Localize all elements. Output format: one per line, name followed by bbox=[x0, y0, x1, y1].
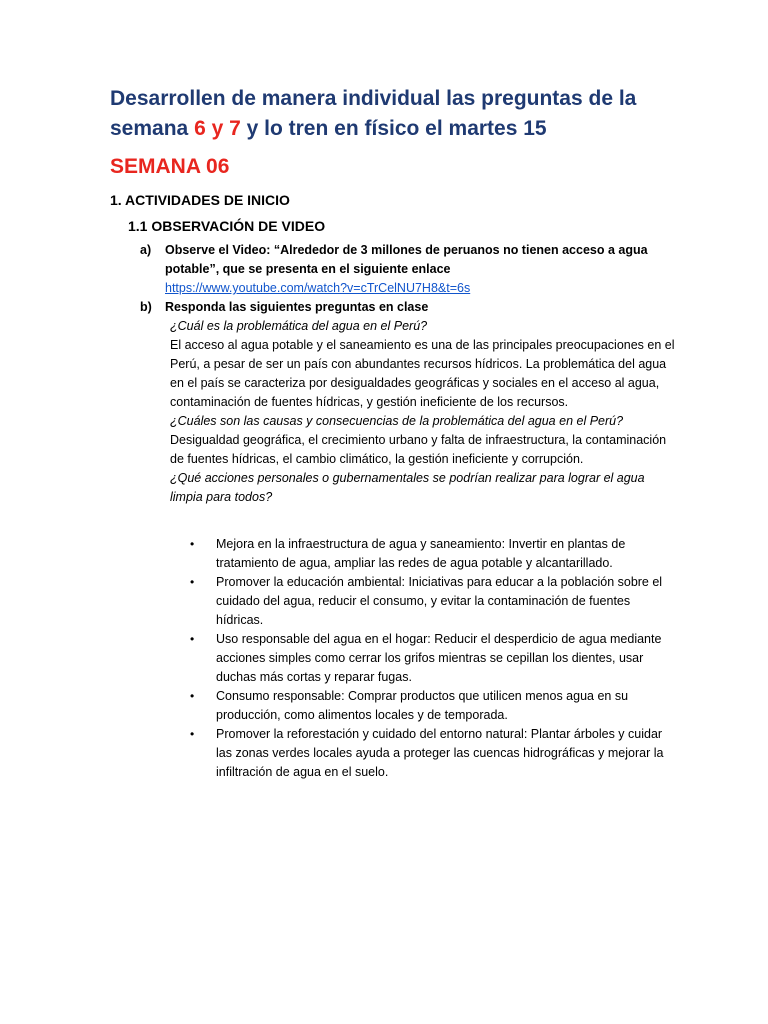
title-connector: y bbox=[205, 117, 230, 140]
answer-2: Desigualdad geográfica, el crecimiento urbano y falta de infraestructura, la contaminación de fuentes hídricas, el cambio climático, la gestión ineficiente y corrupción. bbox=[170, 433, 667, 466]
question-1: ¿Cuál es la problemática del agua en el Perú? bbox=[170, 319, 428, 333]
bullet-icon: • bbox=[190, 632, 195, 646]
bullet-icon: • bbox=[190, 575, 195, 589]
item-b-letter: b) bbox=[140, 300, 152, 314]
qa-block bbox=[170, 317, 680, 507]
title-week-7: 7 bbox=[229, 117, 241, 140]
bullet-icon: • bbox=[190, 689, 195, 703]
bullet-icon: • bbox=[190, 537, 195, 551]
title-part-2: y lo tren en físico el martes 15 bbox=[240, 117, 547, 140]
actions-list bbox=[190, 535, 670, 782]
title-week-6: 6 bbox=[194, 117, 206, 140]
video-link[interactable]: https://www.youtube.com/watch?v=cTrCelNU7H8&t=6s bbox=[165, 281, 471, 295]
list-item-text: Promover la reforestación y cuidado del entorno natural: Plantar árboles y cuidar las zonas verdes locales ayuda a proteger las cuencas hidrográficas y mejorar la infiltración de agua en el suelo. bbox=[216, 727, 664, 779]
answer-1: El acceso al agua potable y el saneamiento es una de las principales preocupaciones en el Perú, a pesar de ser un país con abundantes recursos hídricos. La problemática del agua en el país se caracteriza por desigualdades geográficas y sociales en el acceso al agua, contaminación de fuentes hídricas, y gestión ineficiente de los recursos. bbox=[170, 338, 675, 409]
list-item bbox=[190, 687, 670, 725]
item-a-letter: a) bbox=[140, 243, 152, 257]
section-heading: 1. ACTIVIDADES DE INICIO bbox=[110, 192, 290, 208]
list-item-text: Mejora en la infraestructura de agua y saneamiento: Invertir en plantas de tratamiento de agua, ampliar las redes de agua potable y alcantarillado. bbox=[216, 537, 626, 570]
item-a-text: Observe el Video: “Alrededor de 3 millones de peruanos no tienen acceso a agua potable”, que se presenta en el siguiente enlace bbox=[165, 243, 648, 276]
item-a bbox=[165, 241, 685, 298]
document-title bbox=[110, 84, 670, 144]
list-item-text: Uso responsable del agua en el hogar: Reducir el desperdicio de agua mediante acciones simples como cerrar los grifos mientras se cepillan los dientes, usar duchas más cortas y reparar fugas. bbox=[216, 632, 662, 684]
question-2: ¿Cuáles son las causas y consecuencias de la problemática del agua en el Perú? bbox=[170, 414, 624, 428]
question-3: ¿Qué acciones personales o gubernamentales se podrían realizar para lograr el agua limpia para todos? bbox=[170, 471, 645, 504]
list-item bbox=[190, 535, 670, 573]
list-item bbox=[190, 725, 670, 782]
item-b-text: Responda las siguientes preguntas en clase bbox=[165, 300, 429, 314]
week-heading: SEMANA 06 bbox=[110, 155, 230, 178]
title-part-1: Desarrollen de manera individual las preguntas de la semana bbox=[110, 87, 637, 140]
list-item-text: Promover la educación ambiental: Iniciativas para educar a la población sobre el cuidado del agua, reducir el consumo, y evitar la contaminación de fuentes hídricas. bbox=[216, 575, 663, 627]
list-item bbox=[190, 630, 670, 687]
list-item-text: Consumo responsable: Comprar productos que utilicen menos agua en su producción, como alimentos locales y de temporada. bbox=[216, 689, 629, 722]
list-item bbox=[190, 573, 670, 630]
subsection-heading: 1.1 OBSERVACIÓN DE VIDEO bbox=[128, 218, 326, 234]
bullet-icon: • bbox=[190, 727, 195, 741]
